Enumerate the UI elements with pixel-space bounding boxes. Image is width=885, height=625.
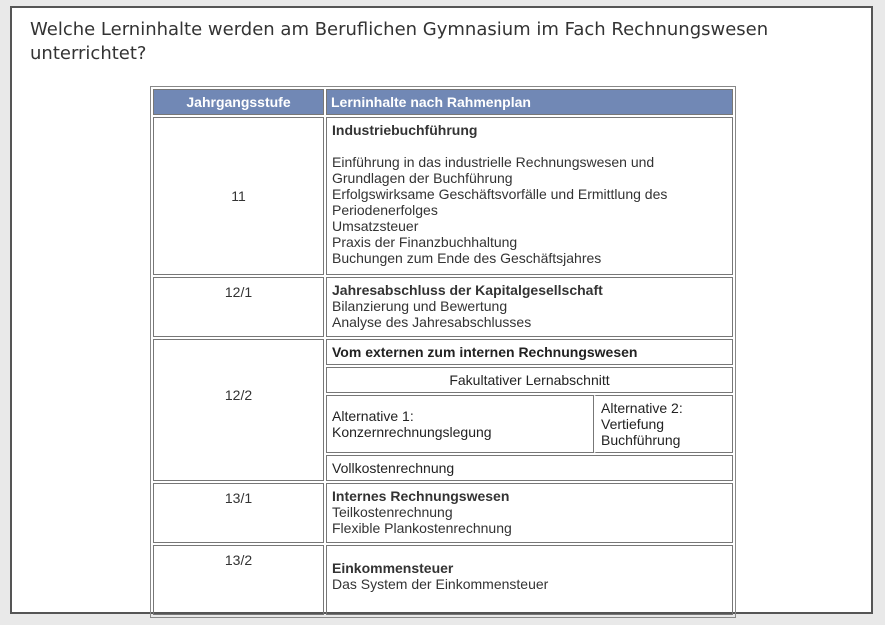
alt2-line: Buchführung — [601, 432, 681, 448]
table-row — [153, 117, 733, 275]
content-cell — [326, 339, 733, 481]
content-panel — [10, 6, 873, 614]
content-cell — [326, 483, 733, 543]
list-item: Teilkostenrechnung — [332, 504, 453, 520]
list-item: Bilanzierung und Bewertung — [332, 298, 508, 314]
header-content: Lerninhalte nach Rahmenplan — [326, 89, 733, 115]
year-cell: 11 — [153, 117, 324, 275]
alt2-line: Vertiefung — [601, 416, 665, 432]
content-cell — [326, 117, 733, 275]
year-cell: 12/2 — [153, 339, 324, 481]
list-item: Buchungen zum Ende des Geschäftsjahres — [332, 250, 602, 266]
year-cell: 12/1 — [153, 277, 324, 337]
alt1-line: Konzernrechnungslegung — [332, 424, 492, 440]
table-header-row — [153, 89, 733, 115]
content-cell — [326, 545, 733, 615]
list-item: Grundlagen der Buchführung — [332, 170, 513, 186]
content-cell — [326, 277, 733, 337]
nested-table — [326, 337, 733, 483]
optional-label: Fakultativer Lernabschnitt — [326, 367, 733, 393]
content-item: Vollkostenrechnung — [326, 455, 733, 481]
nested-row — [326, 455, 733, 481]
content-title: Vom externen zum internen Rechnungswesen — [326, 339, 733, 365]
spacer — [332, 138, 727, 154]
header-year: Jahrgangsstufe — [153, 89, 324, 115]
list-item: Das System der Einkommensteuer — [332, 576, 549, 592]
nested-row — [326, 367, 733, 393]
content-title: Industriebuchführung — [332, 122, 478, 138]
table-row — [153, 545, 733, 615]
alternative-1-cell — [326, 395, 594, 453]
content-title: Jahresabschluss der Kapitalgesellschaft — [332, 282, 603, 298]
year-cell: 13/1 — [153, 483, 324, 543]
list-item: Einführung in das industrielle Rechnungswesen und — [332, 154, 655, 170]
list-item: Analyse des Jahresabschlusses — [332, 314, 532, 330]
table-row — [153, 277, 733, 337]
nested-row — [326, 339, 733, 365]
list-item: Periodenerfolges — [332, 202, 438, 218]
content-title: Einkommensteuer — [332, 560, 454, 576]
year-cell: 13/2 — [153, 545, 324, 615]
list-item: Praxis der Finanzbuchhaltung — [332, 234, 518, 250]
alt2-line: Alternative 2: — [601, 400, 683, 416]
list-item: Flexible Plankostenrechnung — [332, 520, 512, 536]
curriculum-table — [150, 86, 736, 618]
alternative-2-cell — [594, 395, 733, 453]
table-row — [153, 483, 733, 543]
list-item: Umsatzsteuer — [332, 218, 419, 234]
table-row — [153, 339, 733, 481]
content-title: Internes Rechnungswesen — [332, 488, 510, 504]
nested-row — [326, 395, 733, 453]
alt1-line: Alternative 1: — [332, 408, 414, 424]
list-item: Erfolgswirksame Geschäftsvorfälle und Ermittlung des — [332, 186, 668, 202]
question-heading: Welche Lerninhalte werden am Beruflichen Gymnasium im Fach Rechnungswesen unterrichtet? — [30, 19, 769, 64]
